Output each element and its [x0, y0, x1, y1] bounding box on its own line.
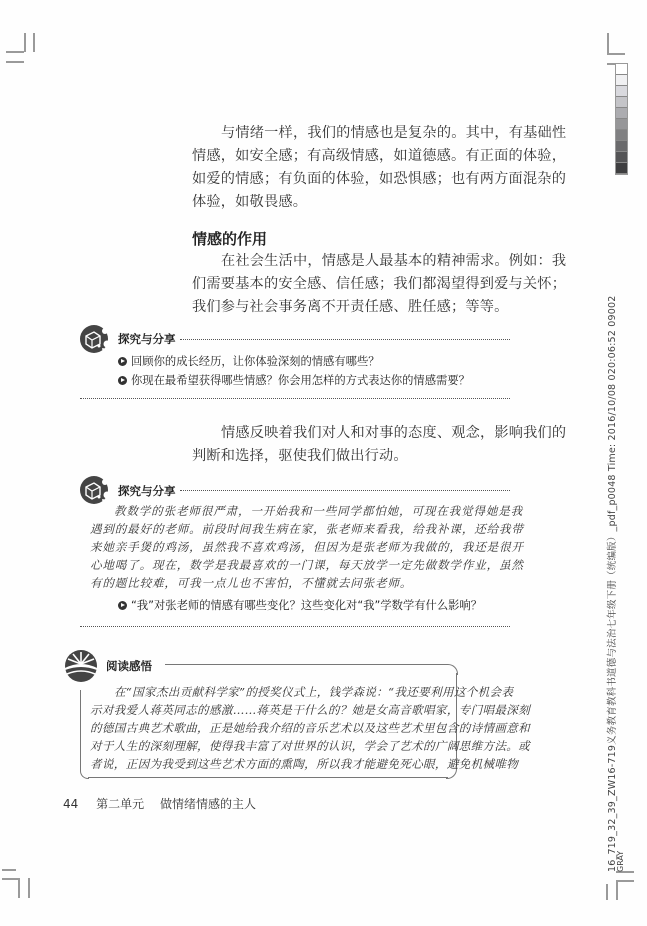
gray-swatch	[616, 163, 627, 174]
gray-scale-strip	[615, 63, 628, 175]
crop-mark-top-left-h2	[6, 61, 24, 63]
paragraph-line: 与情绪一样，我们的情感也是复杂的。其中，有基础性	[221, 125, 567, 141]
print-slug-text: 16_719_32_39_ZW16-719义务教育教科书道德与法治七年级下册（统编版）_pdf_p0048 Time: 2016/10/08 020:06:52 09002	[607, 295, 618, 872]
page-number: 44	[63, 797, 79, 811]
dotted-divider	[80, 398, 510, 399]
section-paragraph	[192, 250, 567, 319]
crop-mark-top-right-v	[607, 33, 609, 53]
reading-line: 示对我爱人蒋英同志的感激……蒋英是干什么的？她是女高音歌唱家，专门唱最深刻	[90, 703, 531, 717]
unit-label: 第二单元	[96, 797, 145, 811]
gray-swatch	[616, 108, 627, 119]
dotted-divider	[180, 339, 510, 340]
paragraph-line: 如爱的情感；有负面的体验，如恐惧感；也有两方面混杂的	[192, 171, 567, 187]
crop-mark-top-right-h	[607, 53, 625, 55]
reading-box-border-bottom	[88, 777, 448, 778]
question-item	[118, 597, 482, 613]
crop-mark-top-right-h2	[607, 63, 615, 65]
paragraph-line: 们需要基本的安全感、信任感；我们都渴望得到爱与关怀；	[192, 276, 567, 292]
crop-mark-bottom-left-v2	[28, 878, 30, 898]
crop-mark-bottom-left-h	[2, 869, 16, 871]
story-text	[90, 502, 524, 592]
story-line: 心地喝了。现在，数学是我最喜欢的一门课，每天放学一定先做数学作业，虽然	[90, 558, 524, 572]
reading-box-title: 阅读感悟	[106, 659, 152, 673]
gray-swatch	[616, 119, 627, 130]
page-footer	[63, 795, 256, 812]
reading-box-border-left	[80, 690, 81, 770]
dotted-divider	[180, 490, 510, 491]
explore-share-icon	[78, 322, 112, 356]
reading-box-border-top	[165, 664, 447, 665]
paragraph-line: 在社会生活中，情感是人最基本的精神需求。例如：我	[221, 253, 567, 269]
intro-paragraph	[192, 122, 567, 214]
reading-text	[90, 683, 531, 773]
reading-line: 对于人生的深刻理解，使得我丰富了对世界的认识，学会了艺术的广阔思维方法。或	[90, 739, 531, 753]
question-text: “我”对张老师的情感有哪些变化？这些变化对“我”学数学有什么影响？	[131, 599, 483, 612]
paragraph-line: 情感反映着我们对人和对事的态度、观念，影响我们的	[221, 425, 567, 441]
reading-line: 在“国家杰出贡献科学家”的授奖仪式上，钱学森说：“我还要利用这个机会表	[114, 685, 514, 699]
arrow-bullet-icon	[118, 357, 127, 366]
question-text: 回顾你的成长经历，让你体验深刻的情感有哪些？	[131, 355, 380, 368]
crop-mark-bottom-right-v	[616, 880, 618, 900]
question-item	[118, 353, 380, 369]
section-heading: 情感的作用	[192, 230, 268, 248]
story-line: 有的题比较难，可我一点儿也不害怕，不懂就去问张老师。	[90, 576, 413, 590]
gray-swatch	[616, 141, 627, 152]
paragraph-line: 我们参与社会事务离不开责任感、胜任感；等等。	[192, 299, 509, 315]
crop-mark-bottom-left-v	[18, 878, 20, 898]
explore-box-title: 探究与分享	[118, 332, 176, 346]
gray-swatch	[616, 152, 627, 163]
question-item	[118, 372, 470, 388]
gray-swatch	[616, 75, 627, 86]
gray-label: GRAY	[616, 850, 625, 872]
story-line: 教数学的张老师很严肃，一开始我和一些同学都怕她，可现在我觉得她是我	[114, 504, 523, 518]
paragraph-line: 体验，如敬畏感。	[192, 194, 308, 210]
paragraph-line: 判断和选择，驱使我们做出行动。	[192, 448, 408, 464]
reading-box-corner-bl	[80, 770, 89, 779]
unit-title: 做情绪情感的主人	[159, 797, 256, 811]
arrow-bullet-icon	[118, 376, 127, 385]
story-line: 来她亲手煲的鸡汤，虽然我不喜欢鸡汤，但因为是张老师为我做的，我还是很开	[90, 540, 524, 554]
gray-swatch	[616, 64, 627, 75]
middle-paragraph	[192, 422, 567, 468]
crop-mark-top-left-h	[6, 51, 24, 53]
gray-swatch	[616, 86, 627, 97]
reading-line: 的德国古典艺术歌曲，正是她给我介绍的音乐艺术以及这些艺术里包含的诗情画意和	[90, 721, 531, 735]
dotted-divider	[80, 626, 510, 627]
arrow-bullet-icon	[118, 601, 127, 610]
reading-icon	[62, 648, 100, 684]
crop-mark-bottom-right-v2	[606, 884, 608, 900]
reading-line: 者说，正因为我受到这些艺术方面的熏陶，所以我才能避免死心眼，避免机械唯物	[90, 757, 519, 771]
crop-mark-top-left-v	[24, 33, 26, 52]
crop-mark-bottom-left-h2	[2, 878, 18, 880]
crop-mark-top-left-v2	[33, 33, 35, 52]
explore-box-title: 探究与分享	[118, 484, 176, 498]
question-text: 你现在最希望获得哪些情感？你会用怎样的方式表达你的情感需要？	[131, 374, 470, 387]
gray-swatch	[616, 97, 627, 108]
paragraph-line: 情感，如安全感；有高级情感，如道德感。有正面的体验，	[192, 148, 567, 164]
story-line: 遇到的最好的老师。前段时间我生病在家，张老师来看我，给我补课，还给我带	[90, 522, 524, 536]
crop-mark-bottom-right-h2	[616, 880, 634, 882]
gray-swatch	[616, 130, 627, 141]
